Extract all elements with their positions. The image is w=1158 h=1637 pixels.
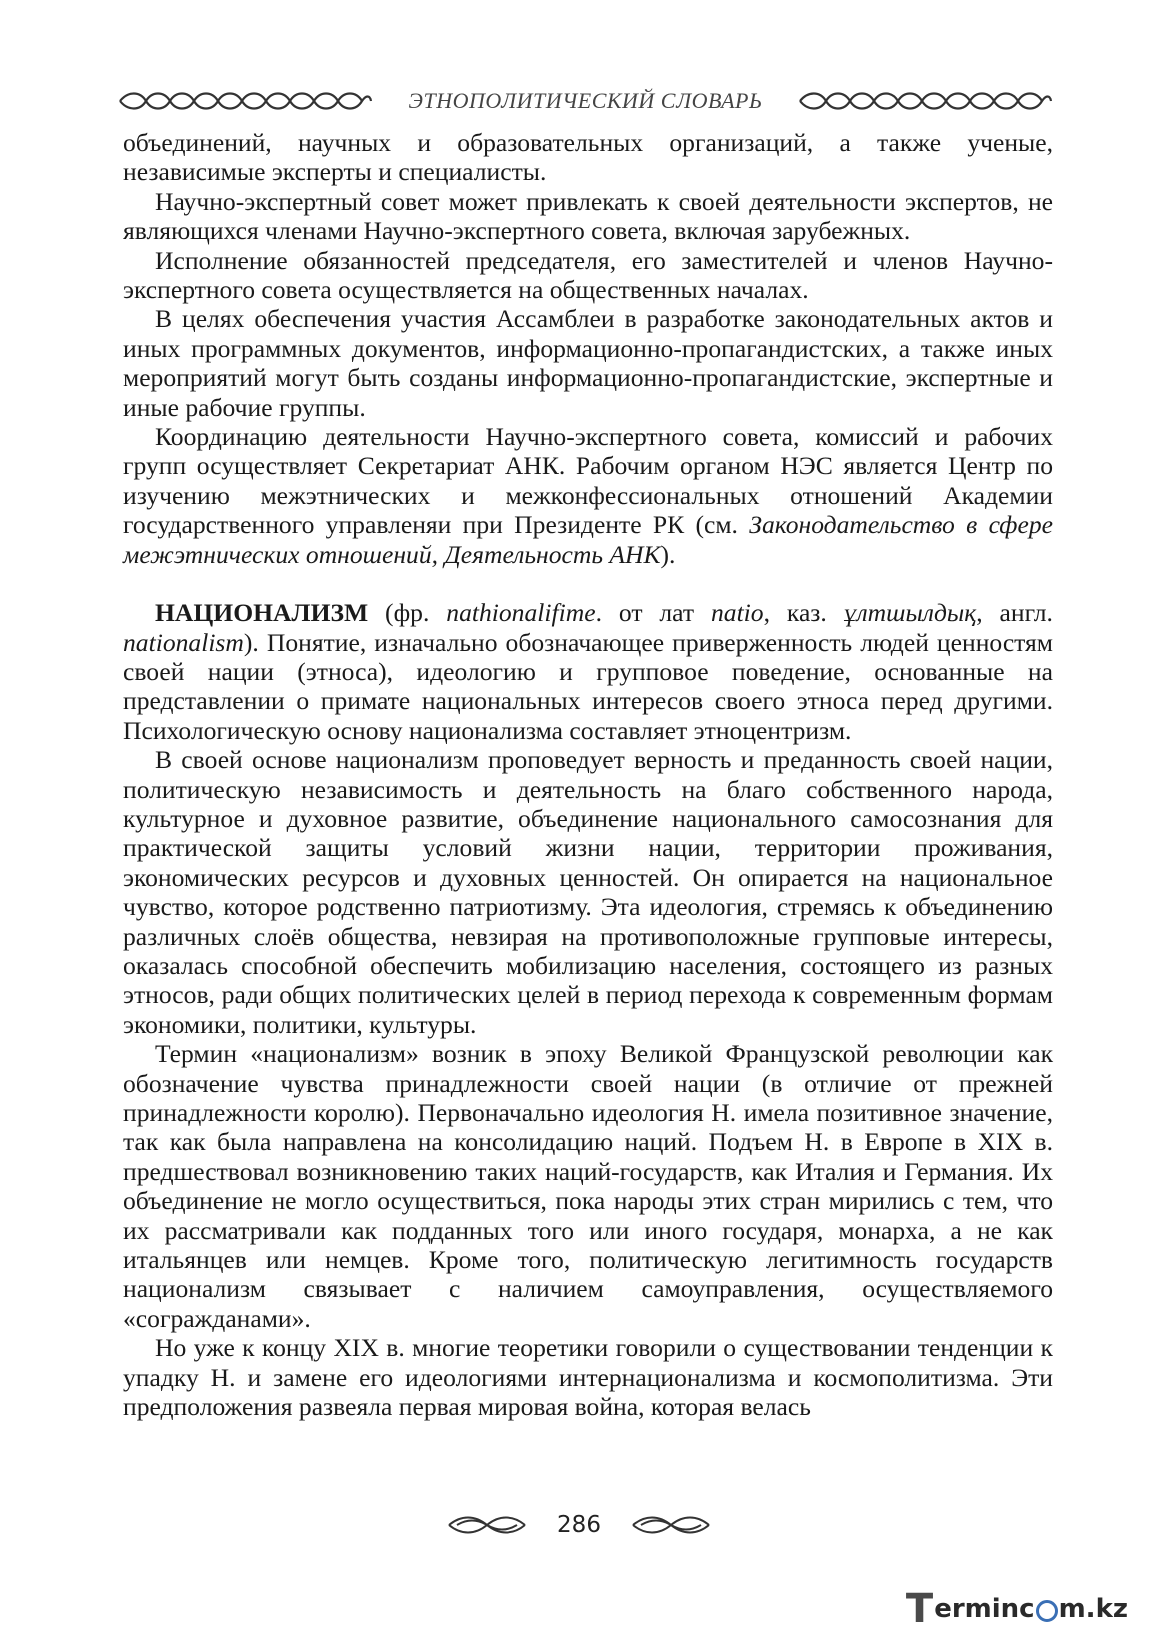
page-footer xyxy=(0,1507,1158,1543)
flourish-icon xyxy=(447,1515,527,1535)
paragraph: Исполнение обязанностей председателя, его заместителей и членов Научно-экспертного совета осуществляется на общественных началах. xyxy=(123,245,1053,305)
paragraph: Термин «национализм» возник в эпоху Великой Французской революции как обозначение чувства принадлежности своей нации (в отличие от прежней принадлежности королю). Первоначально идеология Н. имела позитивное значение, так как была направлена на консолидацию наций. Подъем Н. в Европе в XIX в. предшествовал возникновению таких наций-государств, как Италия и Германия. Их объединение не могло осуществиться, пока народы этих стран мирились с тем, что их рассматривали как подданных того или иного государя, монарха, а не как итальянцев или немцев. Кроме того, политическую легитимность государств национализм связывает с наличием самоуправления, осуществляемого «согражданами». xyxy=(123,1039,1053,1333)
entry-definition: ). Понятие, изначально обозначающее приверженность людей ценностям своей нации (этноса), идеологию и групповое поведение, основанные на представлении о примате национальных интересов своего этноса перед другими. Психологическую основу национализма составляет этноцентризм. xyxy=(123,627,1053,745)
watermark-initial: T xyxy=(905,1586,934,1632)
watermark-logo xyxy=(905,1586,1128,1632)
cross-reference: Законодательство в сфере межэтнических отношений, Деятельность АНК xyxy=(123,510,1053,569)
flourish-icon xyxy=(631,1515,711,1535)
etymology-text: , каз. xyxy=(763,598,844,628)
watermark-text: erminc xyxy=(934,1594,1035,1624)
etymology-text: . от лат xyxy=(595,598,711,628)
running-title: ЭТНОПОЛИТИЧЕСКИЙ СЛОВАРЬ xyxy=(408,88,763,113)
watermark-ring-icon xyxy=(1036,1600,1058,1622)
etymology-english: nationalism xyxy=(123,627,244,657)
watermark-text-end: m.kz xyxy=(1058,1594,1128,1624)
etymology-text: , англ. xyxy=(976,598,1053,628)
etymology-text: (фр. xyxy=(368,598,447,628)
paragraph: В целях обеспечения участия Ассамблеи в разработке законодательных актов и иных программных документов, информационно-пропагандистских, а также иных мероприятий могут быть созданы информационно-пропагандистские, экспертные и иные рабочие группы. xyxy=(123,304,1053,422)
paragraph: Научно-экспертный совет может привлекать к своей деятельности экспертов, не являющихся членами Научно-экспертного совета, включая зарубежных. xyxy=(123,186,1053,246)
ornament-band-icon xyxy=(118,90,373,112)
running-header xyxy=(118,86,1053,116)
paragraph-text: Координацию деятельности Научно-экспертного совета, комиссий и рабочих групп осуществляет Секретариат АНК. Рабочим органом НЭС является Центр по изучению межэтнических и межконфессиональных отношений Академии государственного управленяи при Президенте РК (см. xyxy=(123,422,1053,540)
etymology-latin: natio xyxy=(710,598,764,628)
ornament-band-icon xyxy=(798,90,1053,112)
paragraph-text: ). xyxy=(660,539,676,569)
entry-headword: НАЦИОНАЛИЗМ xyxy=(155,598,369,628)
paragraph: объединений, научных и образовательных организаций, а также ученые, независимые эксперты и специалисты. xyxy=(123,128,1053,187)
dictionary-entry xyxy=(123,598,1053,745)
etymology-kazakh: ұлтшылдық xyxy=(843,598,977,628)
page-body xyxy=(123,128,1053,1421)
etymology-french: nathionalifime xyxy=(446,598,596,628)
page-number: 286 xyxy=(557,1512,601,1538)
paragraph: В своей основе национализм проповедует верность и преданность своей нации, политическую независимость и деятельность на благо собственного народа, культурное и духовное развитие, объединение национального самосознания для практической защиты условий жизни нации, территории проживания, экономических ресурсов и духовных ценностей. Он опирается на национальное чувство, которое родственно патриотизму. Эта идеология, стремясь к объединению различных слоёв общества, невзирая на противоположные групповые интересы, оказалась способной обеспечить мобилизацию населения, состоящего из разных этносов, ради общих политических целей в период перехода к современным формам экономики, политики, культуры. xyxy=(123,745,1053,1039)
paragraph: Но уже к концу XIX в. многие теоретики говорили о существовании тенденции к упадку Н. и замене его идеологиями интернационализма и космополитизма. Эти предположения развеяла первая мировая война, которая велась xyxy=(123,1333,1053,1422)
paragraph xyxy=(123,422,1053,569)
